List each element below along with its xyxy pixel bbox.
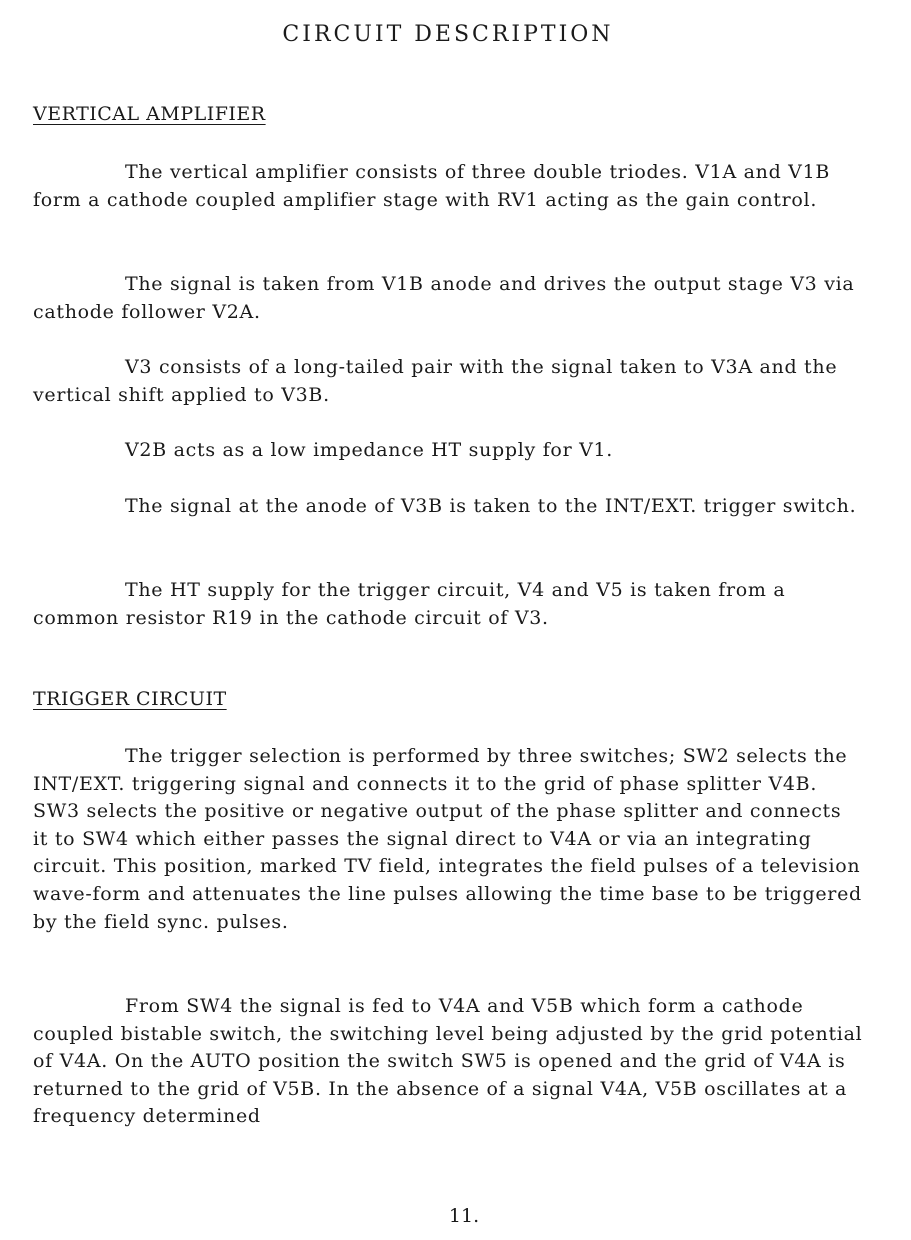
paragraph: The signal at the anode of V3B is taken to the INT/EXT. trigger switch. xyxy=(125,495,857,517)
section-heading-vertical-amplifier: VERTICAL AMPLIFIER xyxy=(33,103,266,125)
paragraph: The trigger selection is performed by three switches; SW2 selects the INT/EXT. triggering signal and connects it to the grid of phase splitter V4B. SW3 selects the positive or negative output of the phase splitter and connects it to SW4 which either passes the signal direct to V4A or via an integrating circuit. This position, marked TV field, integrates the field pulses of a television wave-form and attenuates the line pulses allowing the time base to be triggered by the field sync. pulses. xyxy=(33,745,862,933)
paragraph: The vertical amplifier consists of three double triodes. V1A and V1B form a cathode coupled amplifier stage with RV1 acting as the gain control. xyxy=(33,161,831,211)
section-heading-trigger-circuit: TRIGGER CIRCUIT xyxy=(33,688,227,710)
paragraph: The HT supply for the trigger circuit, V4 and V5 is taken from a common resistor R19 in the cathode circuit of V3. xyxy=(33,579,786,629)
paragraph: V2B acts as a low impedance HT supply for V1. xyxy=(125,439,614,461)
paragraph: From SW4 the signal is fed to V4A and V5B which form a cathode coupled bistable switch, the switching level being adjusted by the grid potential of V4A. On the AUTO position the switch SW5 is opened and the grid of V4A is returned to the grid of V5B. In the absence of a signal V4A, V5B oscillates at a frequency determined xyxy=(33,995,863,1128)
paragraph: V3 consists of a long-tailed pair with the signal taken to V3A and the vertical shift applied to V3B. xyxy=(33,356,838,406)
page-title: CIRCUIT DESCRIPTION xyxy=(282,22,614,47)
page-number: 11. xyxy=(448,1205,480,1227)
paragraph: The signal is taken from V1B anode and drives the output stage V3 via cathode follower V2A. xyxy=(33,273,855,323)
